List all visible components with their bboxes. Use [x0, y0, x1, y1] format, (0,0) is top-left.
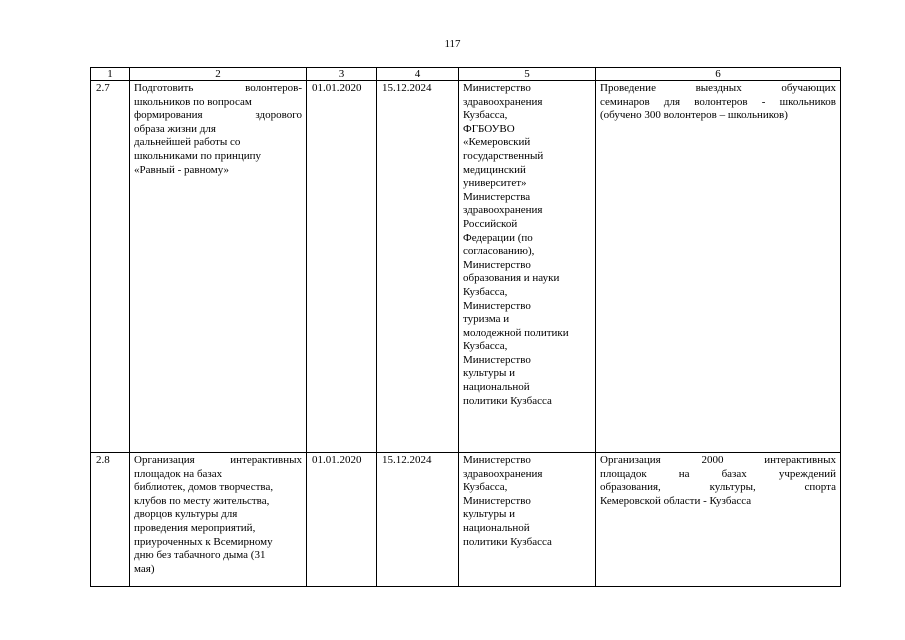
- task-line: школьников по вопросам: [134, 95, 252, 108]
- executor-line: Министерства: [463, 190, 531, 203]
- executor-line: политики Кузбасса: [463, 394, 552, 407]
- end-date: 15.12.2024: [377, 81, 459, 453]
- task-cell: [130, 453, 307, 587]
- executor-line: политики Кузбасса: [463, 535, 552, 548]
- result-line: площадок на базах учреждений: [600, 467, 836, 480]
- task-line: проведения мероприятий,: [134, 521, 256, 534]
- header-cell: 4: [377, 68, 459, 81]
- executor-line: национальной: [463, 521, 530, 534]
- executor-line: Кузбасса,: [463, 340, 508, 353]
- table-row: [91, 453, 841, 587]
- result-line: Кемеровской области - Кузбасса: [600, 494, 752, 507]
- table-row: [91, 81, 841, 453]
- result-line: семинаров для волонтеров - школьников: [600, 95, 836, 108]
- result-cell: [596, 81, 841, 453]
- result-line: (обучено 300 волонтеров – школьников): [600, 109, 788, 122]
- executor-line: Кузбасса,: [463, 109, 508, 122]
- result-cell: [596, 453, 841, 587]
- executor-line: согласованию),: [463, 245, 535, 258]
- task-cell: [130, 81, 307, 453]
- executor-line: Кузбасса,: [463, 481, 508, 494]
- executors-cell: [459, 81, 596, 453]
- executor-line: культуры и: [463, 367, 515, 380]
- task-line: формирования здорового: [134, 109, 302, 122]
- header-row: [91, 68, 841, 81]
- executor-line: Министерство: [463, 494, 531, 507]
- executor-line: Российской: [463, 217, 518, 230]
- executor-line: молодежной политики: [463, 326, 569, 339]
- task-line: дворцов культуры для: [134, 508, 238, 521]
- header-cell: 3: [307, 68, 377, 81]
- executor-line: образования и науки: [463, 272, 560, 285]
- task-line: образа жизни для: [134, 122, 216, 135]
- result-line: Проведение выездных обучающих: [600, 82, 836, 94]
- task-line: «Равный - равному»: [134, 163, 230, 176]
- header-cell: 2: [130, 68, 307, 81]
- task-line: дню без табачного дыма (31: [134, 549, 266, 562]
- task-line: библиотек, домов творчества,: [134, 481, 274, 494]
- start-date: 01.01.2020: [307, 81, 377, 453]
- executor-line: культуры и: [463, 508, 515, 521]
- row-number: 2.7: [91, 81, 130, 453]
- executor-line: здравоохранения: [463, 95, 543, 108]
- task-line: дальнейшей работы со: [134, 136, 241, 149]
- header-cell: 1: [91, 68, 130, 81]
- executor-line: Министерство: [463, 258, 531, 271]
- row-number: 2.8: [91, 453, 130, 587]
- executor-line: туризма и: [463, 313, 510, 326]
- task-line: Подготовить волонтеров-: [134, 82, 302, 94]
- task-line: мая): [134, 562, 155, 575]
- executor-line: Кузбасса,: [463, 285, 508, 298]
- executor-line: университет»: [463, 177, 527, 190]
- page-number: 117: [444, 38, 461, 50]
- start-date: 01.01.2020: [307, 453, 377, 587]
- header-cell: 6: [596, 68, 841, 81]
- executor-line: Министерство: [463, 353, 531, 366]
- executor-line: Министерство: [463, 82, 531, 94]
- executor-line: национальной: [463, 381, 530, 394]
- executor-line: Министерство: [463, 299, 531, 312]
- executor-line: медицинский: [463, 163, 526, 176]
- result-line: образования, культуры, спорта: [600, 481, 836, 494]
- executors-cell: [459, 453, 596, 587]
- executor-line: Министерство: [463, 454, 531, 466]
- executor-line: здравоохранения: [463, 467, 543, 480]
- header-cell: 5: [459, 68, 596, 81]
- task-line: школьниками по принципу: [134, 149, 262, 162]
- measures-table: [90, 67, 841, 587]
- end-date: 15.12.2024: [377, 453, 459, 587]
- executor-line: Федерации (по: [463, 231, 533, 244]
- task-line: клубов по месту жительства,: [134, 494, 270, 507]
- executor-line: государственный: [463, 149, 544, 162]
- executor-line: здравоохранения: [463, 204, 543, 217]
- task-line: приуроченных к Всемирному: [134, 535, 273, 548]
- result-line: Организация 2000 интерактивных: [600, 454, 836, 466]
- executor-line: ФГБОУВО: [463, 122, 515, 135]
- task-line: площадок на базах: [134, 467, 223, 480]
- executor-line: «Кемеровский: [463, 136, 531, 149]
- task-line: Организация интерактивных: [134, 454, 302, 466]
